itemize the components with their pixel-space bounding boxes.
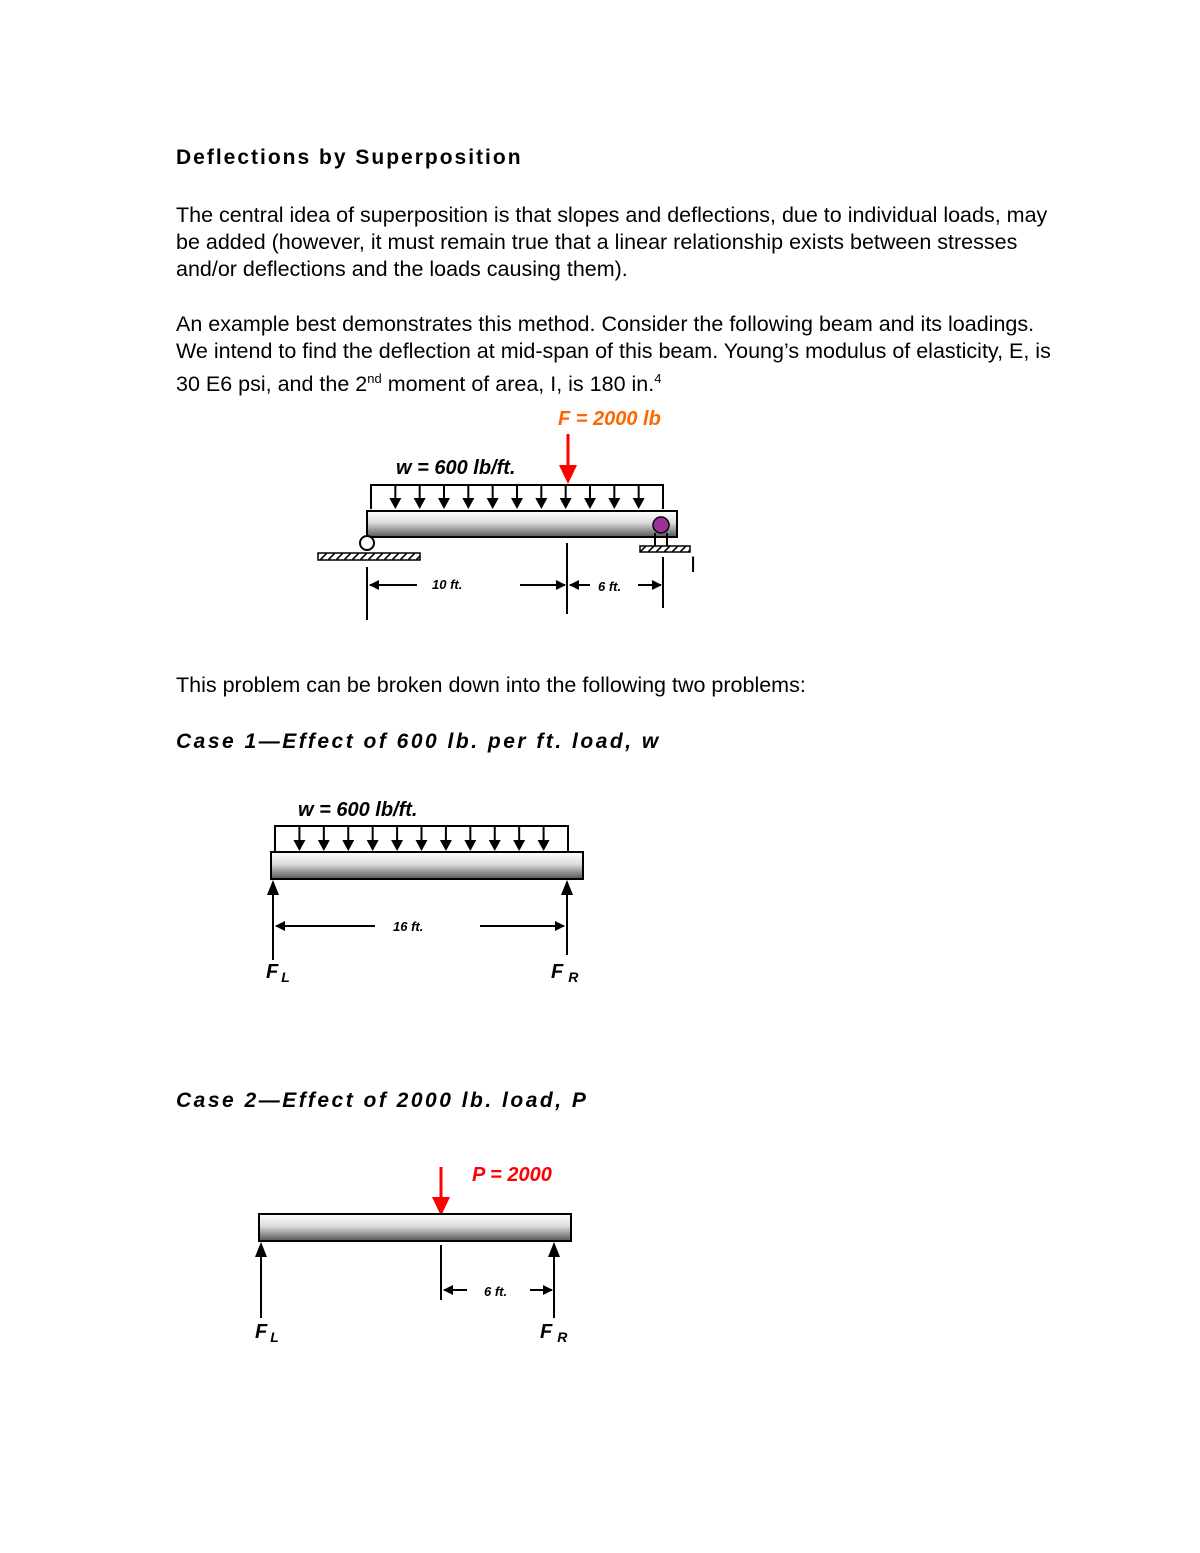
load-arrow — [391, 826, 403, 851]
case2-force-label: P = 2000 — [472, 1164, 552, 1186]
load-arrow — [511, 485, 523, 509]
beam — [367, 511, 677, 537]
case1-right-reaction-arrow — [561, 880, 573, 955]
stray-mark: I — [690, 552, 697, 577]
load-arrow — [438, 485, 450, 509]
case2-left-reaction-label: F $_L$ — [255, 1321, 279, 1345]
distributed-load-label: w = 600 lb/ft. — [396, 457, 516, 479]
load-arrow — [633, 485, 645, 509]
load-arrow — [489, 826, 501, 851]
main-beam-figure — [0, 400, 1200, 630]
case2-dimension-label: 6 ft. — [484, 1284, 508, 1299]
case2-right-reaction-arrow — [548, 1242, 560, 1318]
case1-right-reaction-label: F $_R$ — [551, 961, 579, 985]
load-arrow — [414, 485, 426, 509]
case1-left-reaction-arrow — [267, 880, 279, 960]
load-arrow — [560, 485, 572, 509]
case2-heading: Case 2—Effect of 2000 lb. load, P — [176, 1089, 589, 1112]
case1-beam — [271, 852, 583, 879]
dimension-label-right: 6 ft. — [598, 579, 622, 594]
load-arrow — [440, 826, 452, 851]
pin-support — [318, 536, 420, 560]
load-arrow — [535, 485, 547, 509]
load-arrow — [367, 826, 379, 851]
case2-beam — [259, 1214, 571, 1241]
breakdown-paragraph: This problem can be broken down into the following two problems: — [176, 673, 806, 697]
load-arrow — [464, 826, 476, 851]
case1-distributed-load-arrows — [275, 826, 568, 851]
case1-load-label: w = 600 lb/ft. — [298, 799, 418, 821]
load-arrow — [318, 826, 330, 851]
dimension-label-left: 10 ft. — [432, 577, 463, 592]
force-arrow — [559, 434, 577, 484]
load-arrow — [462, 485, 474, 509]
load-arrow — [584, 485, 596, 509]
page-title: Deflections by Superposition — [176, 146, 523, 169]
case1-heading: Case 1—Effect of 600 lb. per ft. load, w — [176, 730, 661, 753]
superscript-nd: nd — [367, 371, 382, 386]
load-arrow — [513, 826, 525, 851]
case1-figure — [0, 790, 1200, 990]
case2-left-reaction-arrow — [255, 1242, 267, 1318]
superscript-4: 4 — [654, 371, 662, 386]
load-arrow — [389, 485, 401, 509]
case2-right-reaction-label: F $_R$ — [540, 1321, 568, 1345]
intro-paragraph: The central idea of superposition is that slopes and deflections, due to individual loads, may be added (however, it must remain true that a linear relationship exists between stresses and/or deflections and the loads causing them). — [176, 203, 1048, 281]
case1-left-reaction-label: F $_L$ — [266, 961, 290, 985]
load-arrow — [293, 826, 305, 851]
case2-force-arrow — [432, 1167, 450, 1216]
example-paragraph — [176, 311, 1056, 398]
load-arrow — [608, 485, 620, 509]
force-label: F = 2000 lb — [558, 408, 661, 430]
load-arrow — [416, 826, 428, 851]
case2-figure — [0, 1150, 1200, 1350]
load-arrow — [487, 485, 499, 509]
distributed-load-arrows — [371, 485, 663, 509]
case1-dimension-label: 16 ft. — [393, 919, 424, 934]
load-arrow — [538, 826, 550, 851]
example-text-continued: moment of area, I, is 180 in. — [381, 372, 655, 397]
example-text: An example best demonstrates this method. Consider the following beam and its loadings. We intend to find the deflection at mid-span of this beam. Young’s modulus of elasticity, E, is 30 E6 psi, and the 2 — [176, 312, 1051, 397]
load-arrow — [342, 826, 354, 851]
